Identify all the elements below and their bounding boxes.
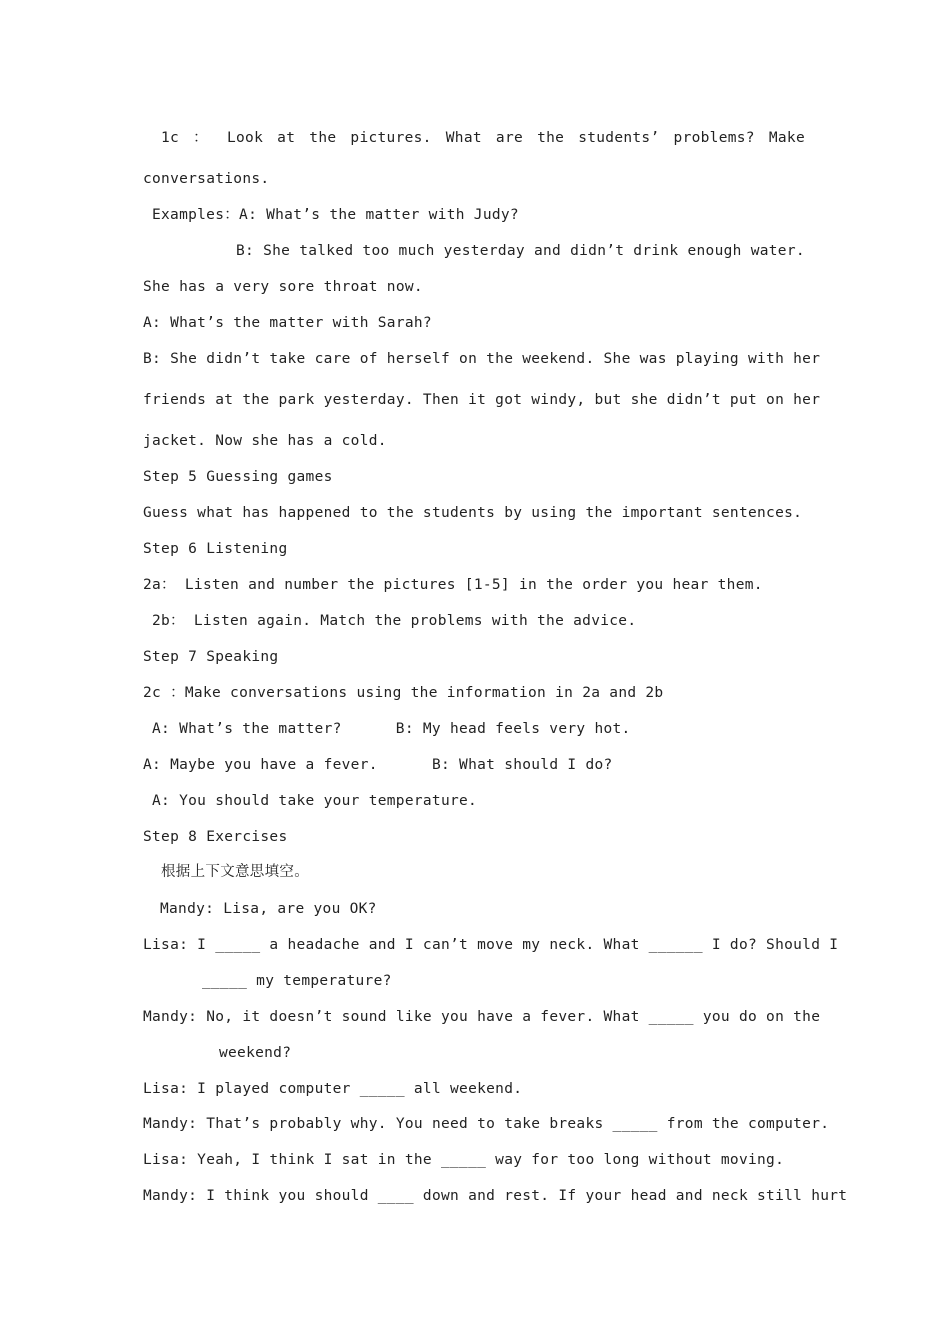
heading-step-5: Step 5 Guessing games bbox=[143, 469, 333, 485]
text-line-dialog-2: A: Maybe you have a fever. B: What should I do? bbox=[143, 757, 613, 773]
text-line-sarah-answer-3: jacket. Now she has a cold. bbox=[143, 433, 387, 449]
text-line-lisa-1: Lisa: I _____ a headache and I can’t move my neck. What ______ I do? Should I bbox=[143, 937, 839, 953]
text-line-mandy-1: Mandy: Lisa, are you OK? bbox=[160, 901, 377, 917]
text-line-2a: 2a： Listen and number the pictures [1-5] in the order you hear them. bbox=[143, 577, 763, 593]
text-line-2c: 2c ：Make conversations using the information in 2a and 2b bbox=[143, 685, 664, 701]
text-line-conversations: conversations. bbox=[143, 171, 270, 187]
text-line-examples: Examples：A: What’s the matter with Judy? bbox=[152, 207, 519, 223]
text-line-sore-throat: She has a very sore throat now. bbox=[143, 279, 423, 295]
text-line-2b: 2b： Listen again. Match the problems with the advice. bbox=[152, 613, 637, 629]
text-line-sarah-answer-2: friends at the park yesterday. Then it got windy, but she didn’t put on her bbox=[143, 392, 821, 408]
text-line-instruction-cn: 根据上下文意思填空。 bbox=[161, 864, 309, 880]
text-line-dialog-1: A: What’s the matter? B: My head feels very hot. bbox=[152, 721, 631, 737]
text-line-mandy-2-cont: weekend? bbox=[219, 1045, 292, 1061]
text-line-judy-answer: B: She talked too much yesterday and didn’t drink enough water. bbox=[236, 243, 805, 259]
text-line-mandy-2: Mandy: No, it doesn’t sound like you have a fever. What _____ you do on the bbox=[143, 1009, 821, 1025]
text-line-sarah-question: A: What’s the matter with Sarah? bbox=[143, 315, 432, 331]
heading-step-7: Step 7 Speaking bbox=[143, 649, 279, 665]
text-line-lisa-3: Lisa: Yeah, I think I sat in the _____ way for too long without moving. bbox=[143, 1152, 785, 1168]
text-line-lisa-2: Lisa: I played computer _____ all weekend. bbox=[143, 1081, 523, 1097]
text-line-dialog-3: A: You should take your temperature. bbox=[152, 793, 478, 809]
text-line-mandy-3: Mandy: That’s probably why. You need to take breaks _____ from the computer. bbox=[143, 1116, 830, 1132]
text-line-sarah-answer-1: B: She didn’t take care of herself on the weekend. She was playing with her bbox=[143, 351, 821, 367]
text-line-1c-prompt: 1c ： Look at the pictures. What are the students’ problems? Make bbox=[161, 130, 805, 146]
text-line-mandy-4: Mandy: I think you should ____ down and rest. If your head and neck still hurt bbox=[143, 1188, 848, 1204]
text-line-guess: Guess what has happened to the students by using the important sentences. bbox=[143, 505, 803, 521]
heading-step-6: Step 6 Listening bbox=[143, 541, 288, 557]
heading-step-8: Step 8 Exercises bbox=[143, 829, 288, 845]
text-line-lisa-1-cont: _____ my temperature? bbox=[202, 973, 392, 989]
